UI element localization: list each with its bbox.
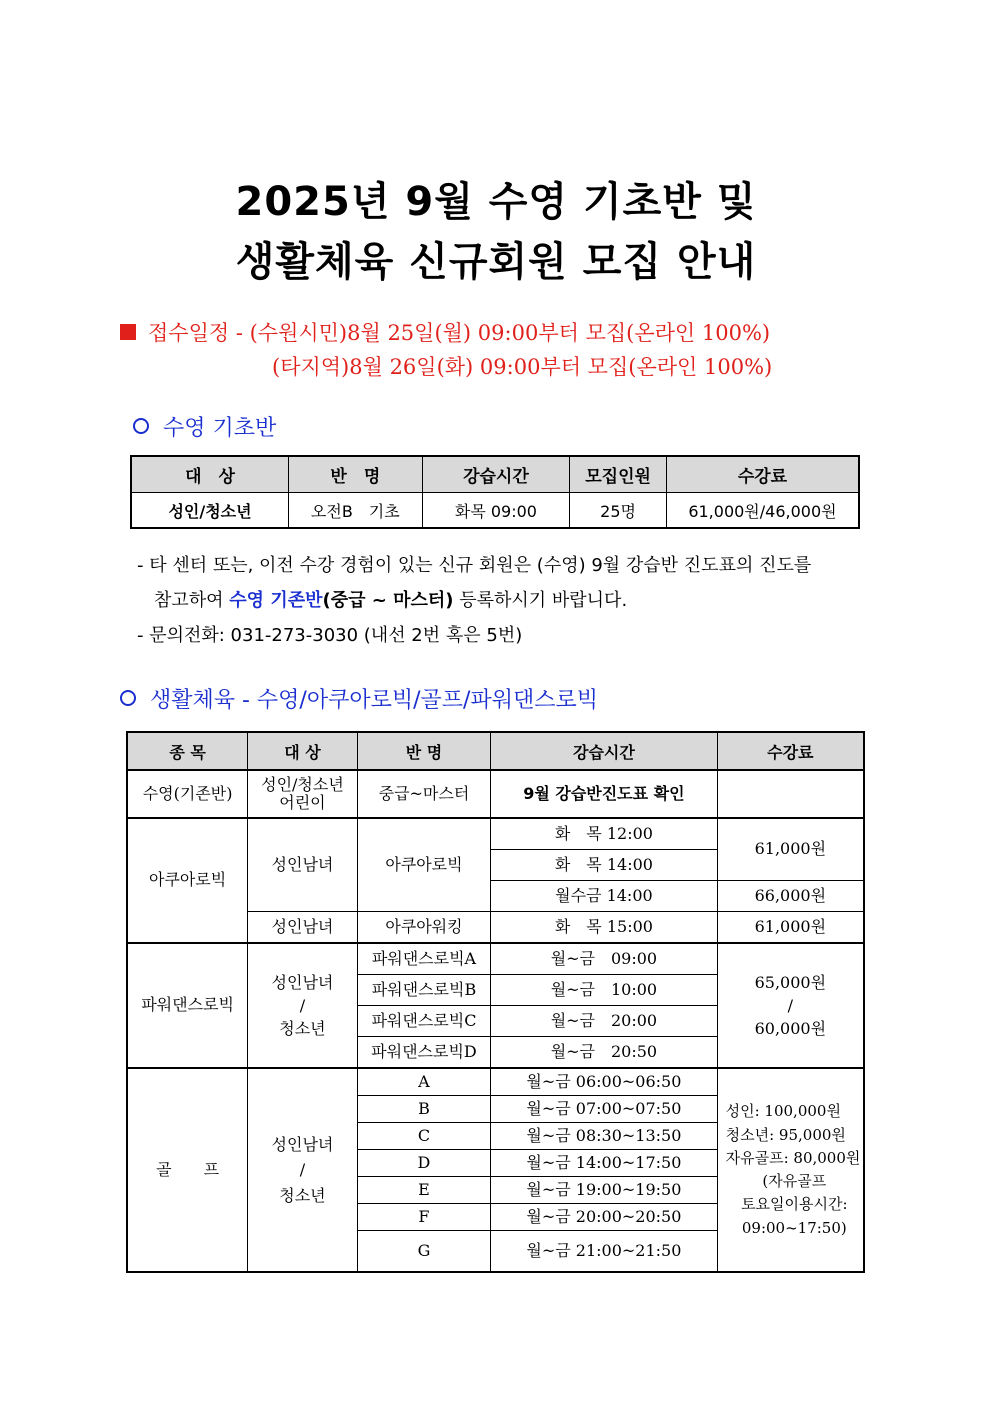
cell-class: 중급~마스터 [357,770,490,818]
cell-target [248,1068,358,1272]
fee-text: 청소년: 95,000원 [725,1125,846,1144]
cell-time: 월~금 21:00~21:50 [491,1231,717,1273]
cell-target [248,943,358,1068]
cell-class: D [357,1150,490,1177]
cell-time: 월~금 07:00~07:50 [491,1096,717,1123]
target-text: 어린이 [279,793,326,812]
header-cell: 수강료 [666,456,859,493]
cell-time: 월~금 19:00~19:50 [491,1177,717,1204]
table-row [131,493,859,529]
cell-time: 화 목 15:00 [491,912,717,944]
cell-class: 파워댄스로빅A [357,943,490,975]
cell-time: 월~금 20:00 [491,1006,717,1037]
target-text: 성인남녀 [271,972,334,992]
cell-class: B [357,1096,490,1123]
swim-basic-table [130,455,860,529]
note-register-existing [154,586,627,612]
header-cell: 강습시간 [491,732,717,770]
target-text: / [299,1160,306,1180]
cell-time: 월~금 06:00~06:50 [491,1068,717,1096]
target-text: / [299,995,306,1015]
cell-fee [717,770,864,818]
cell-sport: 골 프 [127,1068,248,1272]
cell-target: 성인남녀 [248,912,358,944]
cell-time: 월~금 14:00~17:50 [491,1150,717,1177]
fee-text: (자유골프 [762,1172,827,1190]
cell-sport: 아쿠아로빅 [127,818,248,943]
header-cell: 대 상 [248,732,358,770]
table-row [127,1068,864,1096]
fee-text: 65,000원 [754,972,827,992]
cell-sport: 수영(기존반) [127,770,248,818]
header-cell: 모집인원 [570,456,667,493]
cell-sport: 파워댄스로빅 [127,943,248,1068]
cell-target [248,770,358,818]
fee-text: 60,000원 [754,1019,827,1039]
header-cell: 대 상 [131,456,289,493]
cell-fee [717,1068,864,1272]
cell-time: 화 목 12:00 [491,818,717,850]
registration-line1 [120,317,770,347]
sports-table [126,731,865,1273]
page-title-line1: 2025년 9월 수영 기초반 및 [235,179,757,225]
note-experienced-members: - 타 센터 또는, 이전 수강 경험이 있는 신규 회원은 (수영) 9월 강습반 진도표의 진도를 [137,555,812,576]
cell-time: 월~금 10:00 [491,975,717,1006]
cell-capacity: 25명 [570,493,667,529]
section-heading-swim-basic [133,411,276,442]
cell-time: 월~금 08:30~13:50 [491,1123,717,1150]
cell-class: 파워댄스로빅C [357,1006,490,1037]
fee-text: 토요일이용시간: [741,1195,848,1214]
cell-class: 파워댄스로빅B [357,975,490,1006]
cell-fee [717,943,864,1068]
cell-class: 아쿠아로빅 [357,818,490,912]
note-level-range: (중급 ~ 마스터) [322,590,454,611]
cell-fee: 61,000원/46,000원 [666,493,859,529]
cell-time: 월~금 09:00 [491,943,717,975]
cell-target: 성인/청소년 [131,493,289,529]
fee-text: 자유골프: 80,000원 [725,1148,861,1167]
fee-text: / [787,995,793,1015]
cell-fee: 61,000원 [717,912,864,944]
fee-text: 성인: 100,000원 [725,1102,841,1121]
header-cell: 강습시간 [422,456,570,493]
cell-fee: 61,000원 [717,818,864,881]
cell-time: 9월 강습반진도표 확인 [491,770,717,818]
header-cell: 수강료 [717,732,864,770]
cell-class: E [357,1177,490,1204]
header-cell: 종 목 [127,732,248,770]
cell-class: C [357,1123,490,1150]
note-text: 참고하여 [154,590,230,611]
page-title-line2: 생활체육 신규회원 모집 안내 [235,239,757,285]
target-text: 성인/청소년 [261,774,344,794]
target-text: 청소년 [279,1185,326,1205]
note-contact-phone: - 문의전화: 031-273-3030 (내선 2번 혹은 5번) [137,625,523,646]
cell-time: 화 목 14:00 [491,850,717,881]
cell-fee: 66,000원 [717,881,864,912]
table-header-row [131,456,859,493]
cell-time: 월~금 20:00~20:50 [491,1204,717,1231]
cell-class: 아쿠아워킹 [357,912,490,944]
table-header-row [127,732,864,770]
target-text: 성인남녀 [271,1134,334,1154]
table-row [127,770,864,818]
note-highlight-class: 수영 기존반 [229,590,323,611]
fee-text: 09:00~17:50) [741,1218,847,1237]
cell-class: G [357,1231,490,1273]
registration-label: 접수일정 - [148,321,250,345]
section-title: 생활체육 - 수영/아쿠아로빅/골프/파워댄스로빅 [150,688,598,713]
cell-time: 월~금 20:50 [491,1037,717,1069]
header-cell: 반 명 [357,732,490,770]
registration-schedule-suwon: (수원시민)8월 25일(월) 09:00부터 모집(온라인 100%) [249,321,771,345]
circle-bullet-icon [133,418,149,434]
section-title: 수영 기초반 [163,416,277,441]
cell-class: A [357,1068,490,1096]
cell-class: 오전B 기초 [289,493,423,529]
table-row [127,818,864,850]
note-text: 등록하시기 바랍니다. [453,590,628,611]
section-heading-sports [120,683,598,714]
circle-bullet-icon [120,690,136,706]
cell-class: F [357,1204,490,1231]
table-row [127,943,864,975]
header-cell: 반 명 [289,456,423,493]
registration-schedule-other: (타지역)8월 26일(화) 09:00부터 모집(온라인 100%) [272,355,773,379]
cell-time: 월수금 14:00 [491,881,717,912]
cell-target: 성인남녀 [248,818,358,912]
target-text: 청소년 [279,1019,326,1039]
red-square-icon [120,324,136,340]
cell-time: 화목 09:00 [422,493,570,529]
cell-class: 파워댄스로빅D [357,1037,490,1069]
